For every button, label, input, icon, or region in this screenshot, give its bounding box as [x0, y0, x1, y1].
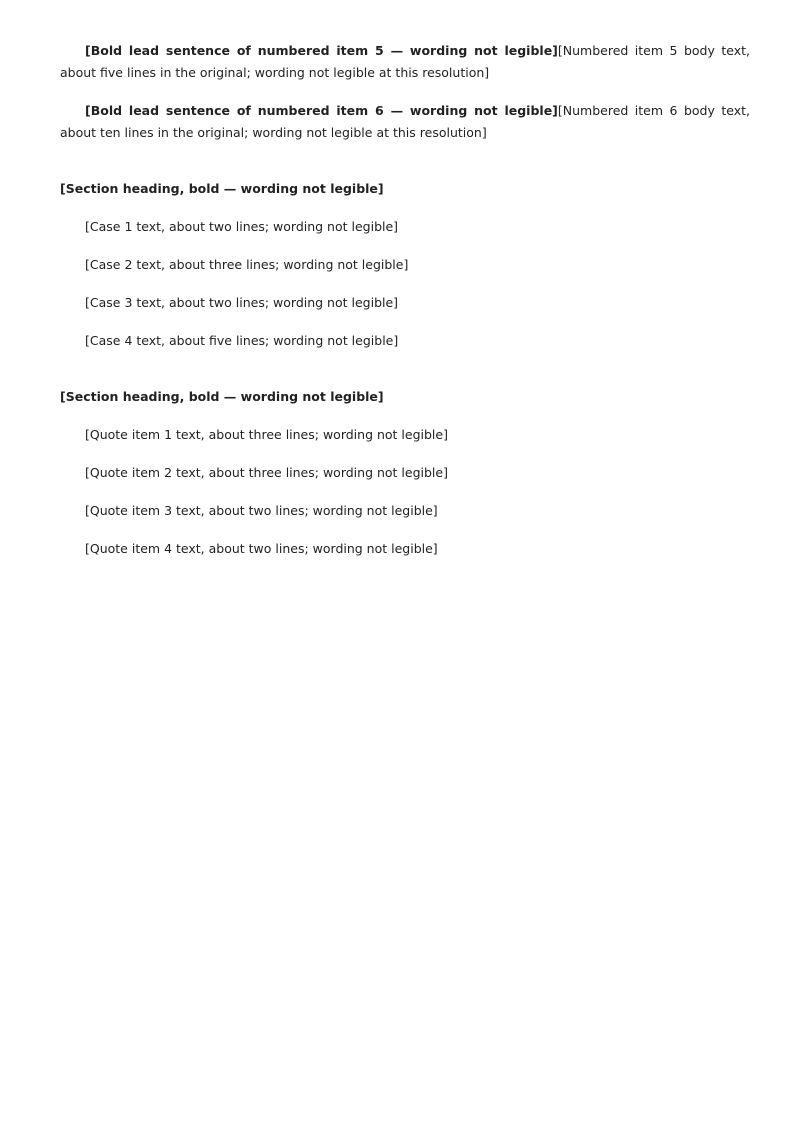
- section-heading-2: [Section heading, bold — wording not legible]: [60, 389, 384, 404]
- section-1-item-2: [Case 2 text, about three lines; wording not legible]: [85, 257, 409, 272]
- section-heading-1: [Section heading, bold — wording not legible]: [60, 181, 384, 196]
- paragraph-block-2: [60, 100, 750, 144]
- section-2-item-3: [Quote item 3 text, about two lines; wording not legible]: [85, 503, 438, 518]
- section-2-item-4: [Quote item 4 text, about two lines; wording not legible]: [85, 541, 438, 556]
- section-2-item-1: [Quote item 1 text, about three lines; wording not legible]: [85, 427, 448, 442]
- section-1-item-1: [Case 1 text, about two lines; wording not legible]: [85, 219, 399, 234]
- section-1-item-4: [Case 4 text, about five lines; wording not legible]: [85, 333, 399, 348]
- paragraph-lead: [Bold lead sentence of numbered item 6 — wording not legible]: [85, 103, 558, 118]
- paragraph-lead: [Bold lead sentence of numbered item 5 — wording not legible]: [85, 43, 558, 58]
- paragraph-body: [Numbered item 5 body text, about five lines in the original; wording not legible at this resolution]: [60, 43, 750, 80]
- section-1-item-3: [Case 3 text, about two lines; wording not legible]: [85, 295, 399, 310]
- paragraph-body: [Numbered item 6 body text, about ten lines in the original; wording not legible at this resolution]: [60, 103, 750, 140]
- section-2-item-2: [Quote item 2 text, about three lines; wording not legible]: [85, 465, 448, 480]
- paragraph-block-1: [60, 40, 750, 84]
